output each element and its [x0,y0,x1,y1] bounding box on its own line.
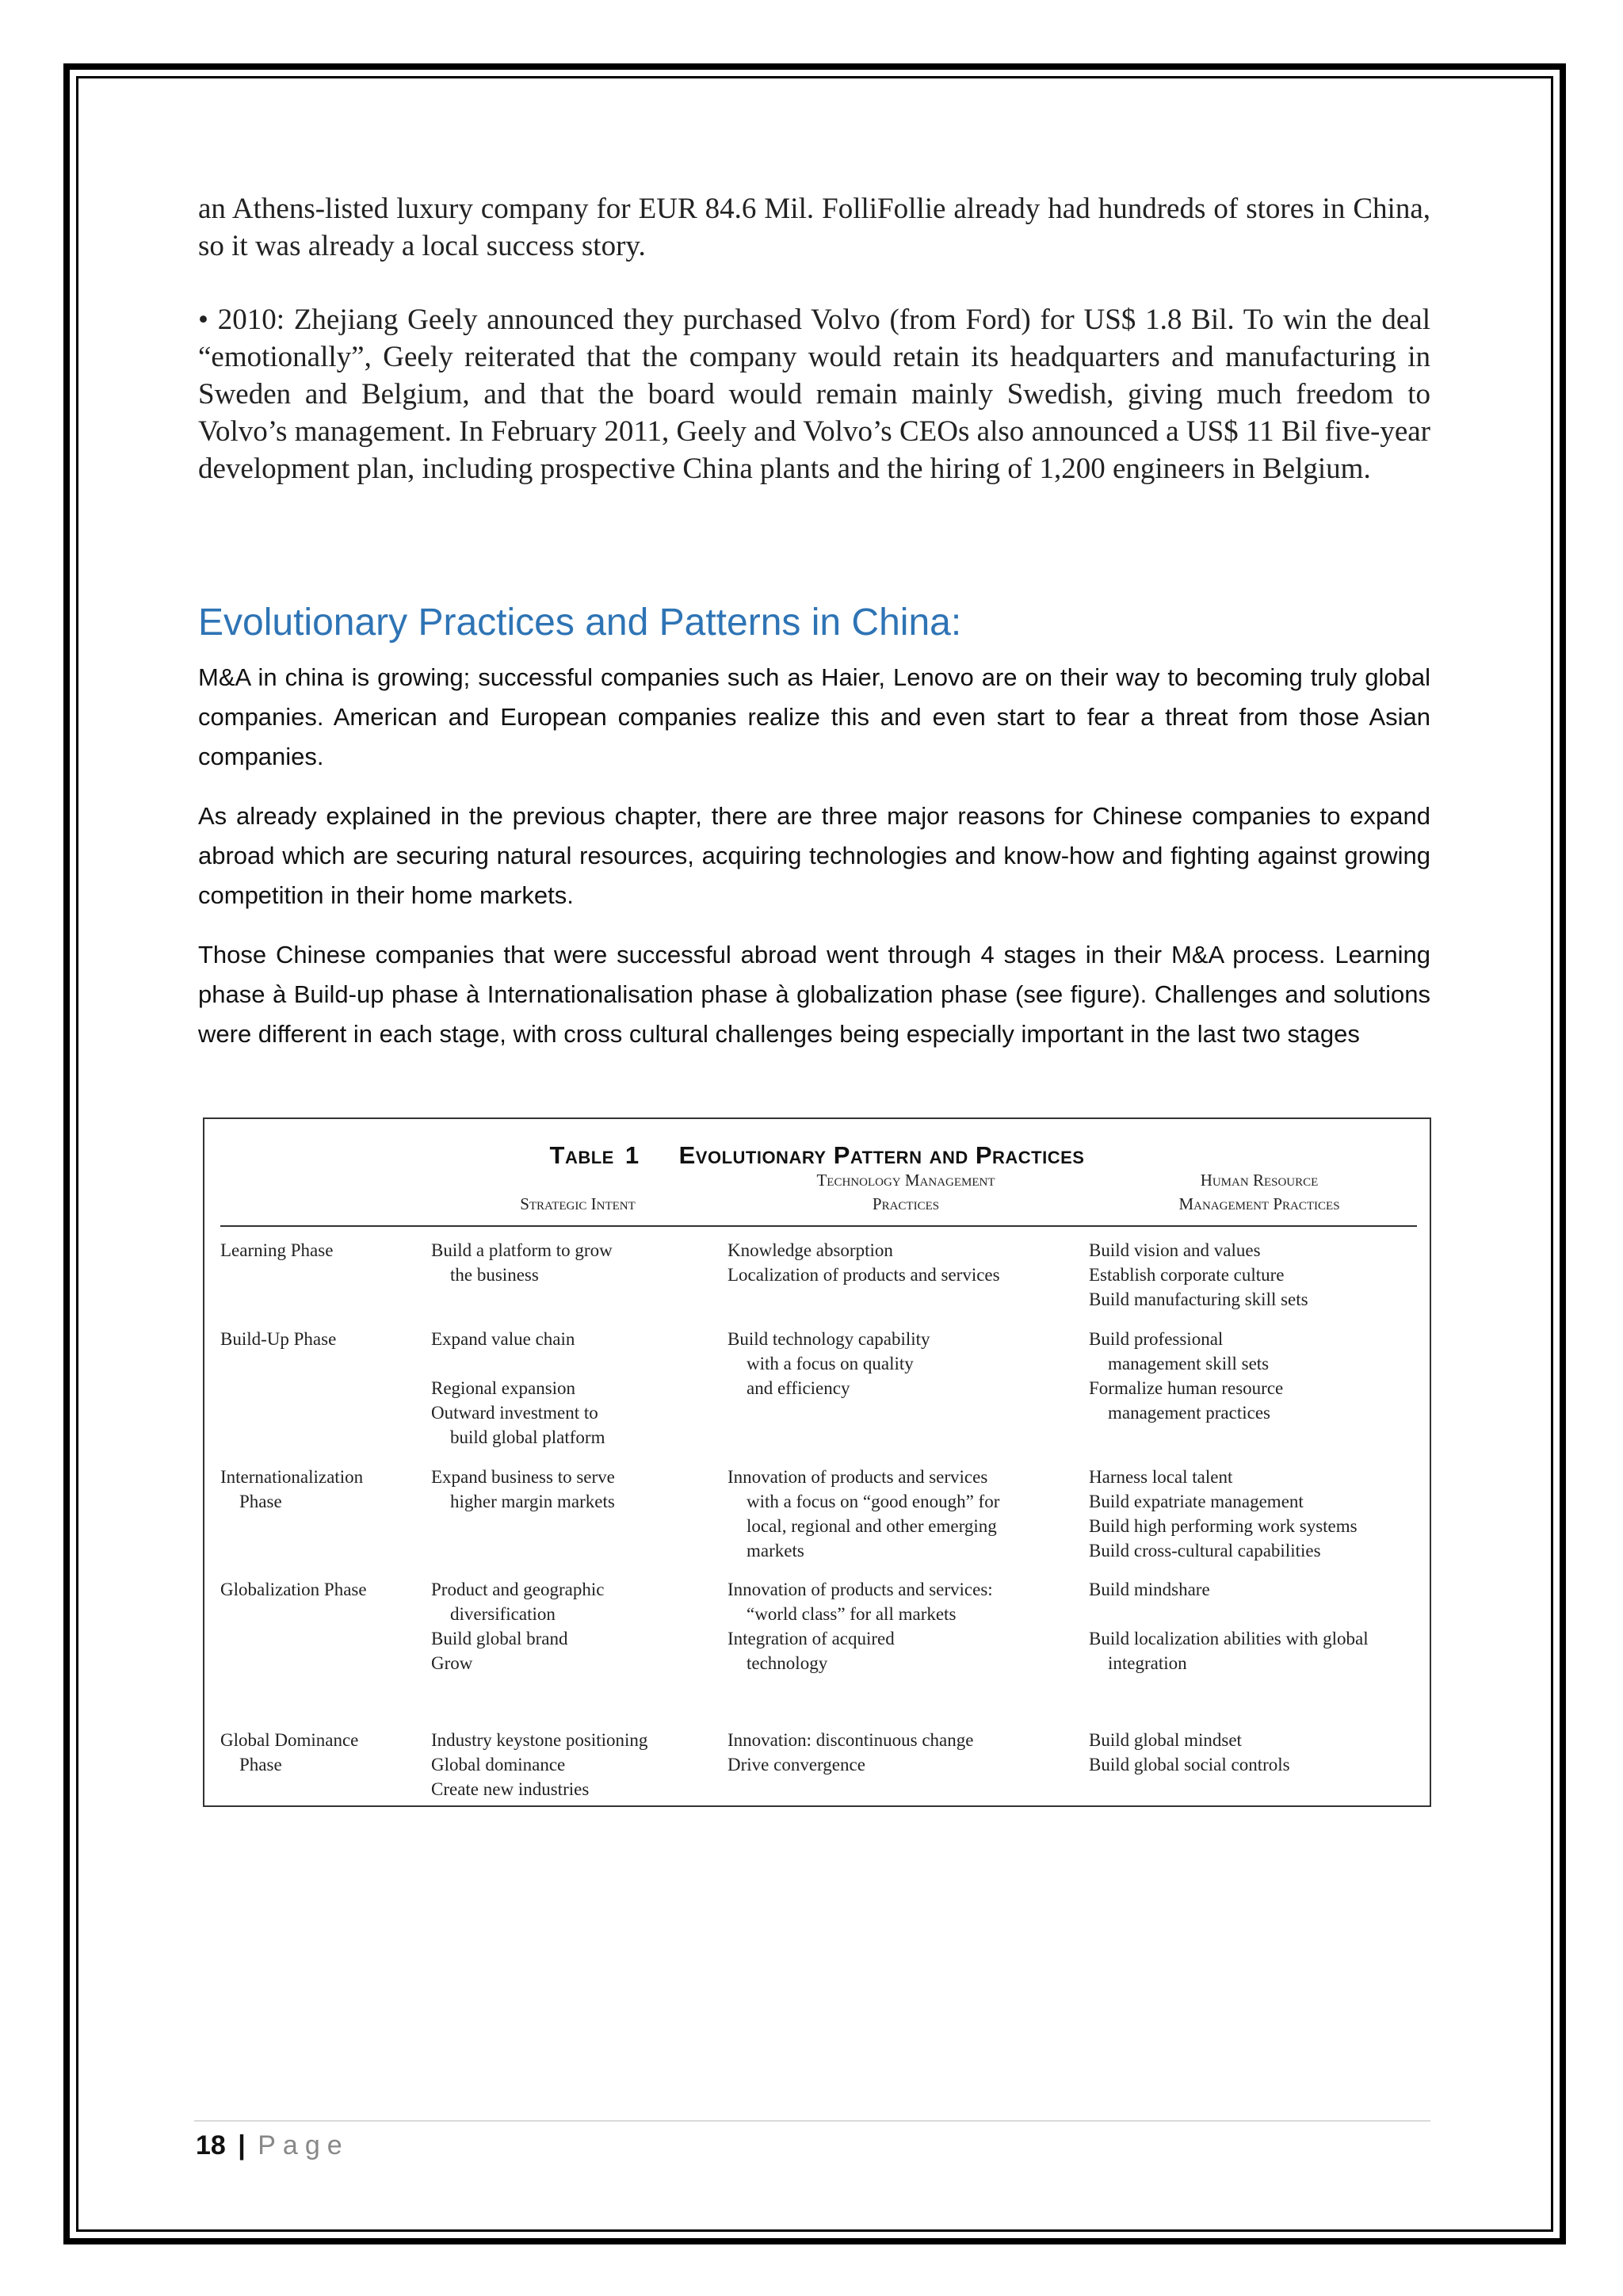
paragraph-four-stages: Those Chinese companies that were successful abroad went through 4 stages in their M&A process. Learning phase à Build-up phase à Internationalisation phase à globalization phase (see figure). Challenges and solutions were different in each stage, with cross cultural challenges being especially important in the last two stages [198,941,1430,1048]
hr-cell: Harness local talent Build expatriate management Build high performing work systems Build cross-cultural capabilities [1089,1467,1358,1561]
tech-cell: Innovation of products and services with a focus on “good enough” for local, regional and other emerging markets [727,1467,1000,1561]
header-technology-management: Technology Management Practices [816,1171,995,1213]
phase-cell: Build-Up Phase [220,1329,337,1349]
footer-rule [194,2120,1430,2122]
table-number: 1 [624,1141,640,1169]
page-number: 18 [196,2130,226,2160]
phase-cell: Globalization Phase [220,1580,367,1599]
strategic-cell: Expand value chain Regional expansion Outward investment to build global platform [431,1329,605,1447]
table-title [204,1141,1430,1170]
tech-cell: Build technology capability with a focus on quality and efficiency [727,1329,930,1398]
tech-cell: Innovation of products and services: “world class” for all markets Integration of acquired technology [727,1580,993,1673]
footer-separator: | [238,2130,246,2160]
table-title-text: Evolutionary Pattern and Practices [678,1141,1085,1169]
section-heading: Evolutionary Practices and Patterns in China: [198,602,962,644]
strategic-cell: Industry keystone positioning Global dominance Create new industries [431,1730,648,1799]
page-footer [196,2130,349,2161]
phase-cell: Global Dominance Phase [220,1730,359,1775]
paragraph-ma-growing: M&A in china is growing; successful companies such as Haier, Lenovo are on their way to becoming truly global companies. American and European companies realize this and even start to fear a threat from those Asian companies. [198,663,1430,770]
table-figure [203,1117,1431,1807]
hr-cell: Build professional management skill sets Formalize human resource management practices [1089,1329,1284,1423]
hr-cell: Build mindshare Build localization abilities with global integration [1089,1580,1369,1673]
strategic-cell: Product and geographic diversification Build global brand Grow [431,1580,605,1673]
tech-cell: Knowledge absorption Localization of products and services [727,1240,1000,1285]
phase-cell: Internationalization Phase [220,1467,364,1511]
table-label: Table [549,1141,614,1169]
top-text [198,190,1430,487]
header-rule [220,1225,1417,1227]
header-human-resource: Human Resource Management Practices [1178,1171,1340,1213]
hr-cell: Build global mindset Build global social controls [1089,1730,1290,1775]
hr-cell: Build vision and values Establish corporate culture Build manufacturing skill sets [1089,1240,1308,1309]
tech-cell: Innovation: discontinuous change Drive convergence [727,1730,974,1775]
header-strategic-intent: Strategic Intent [520,1194,636,1213]
strategic-cell: Build a platform to grow the business [431,1240,613,1285]
paragraph-three-reasons: As already explained in the previous chapter, there are three major reasons for Chinese companies to expand abroad which are securing natural resources, acquiring technologies and know-how and fighting against growing competition in their home markets. [198,802,1430,909]
paragraph-folli-follie: an Athens-listed luxury company for EUR 84.6 Mil. FolliFollie already had hundreds of stores in China, so it was already a local success story. [198,193,1430,262]
paragraph-geely-volvo: • 2010: Zhejiang Geely announced they purchased Volvo (from Ford) for US$ 1.8 Bil. To win the deal “emotionally”, Geely reiterated that the company would retain its headquarters and manufacturing in Sweden and Belgium, and that the board would remain mainly Swedish, giving much freedom to Volvo’s management. In February 2011, Geely and Volvo’s CEOs also announced a US$ 11 Bil five-year development plan, including prospective China plants and the hiring of 1,200 engineers in Belgium. [198,304,1430,485]
strategic-cell: Expand business to serve higher margin markets [431,1467,615,1511]
body-text [198,658,1430,1054]
phase-cell: Learning Phase [220,1240,334,1260]
page-label: Page [258,2130,349,2160]
